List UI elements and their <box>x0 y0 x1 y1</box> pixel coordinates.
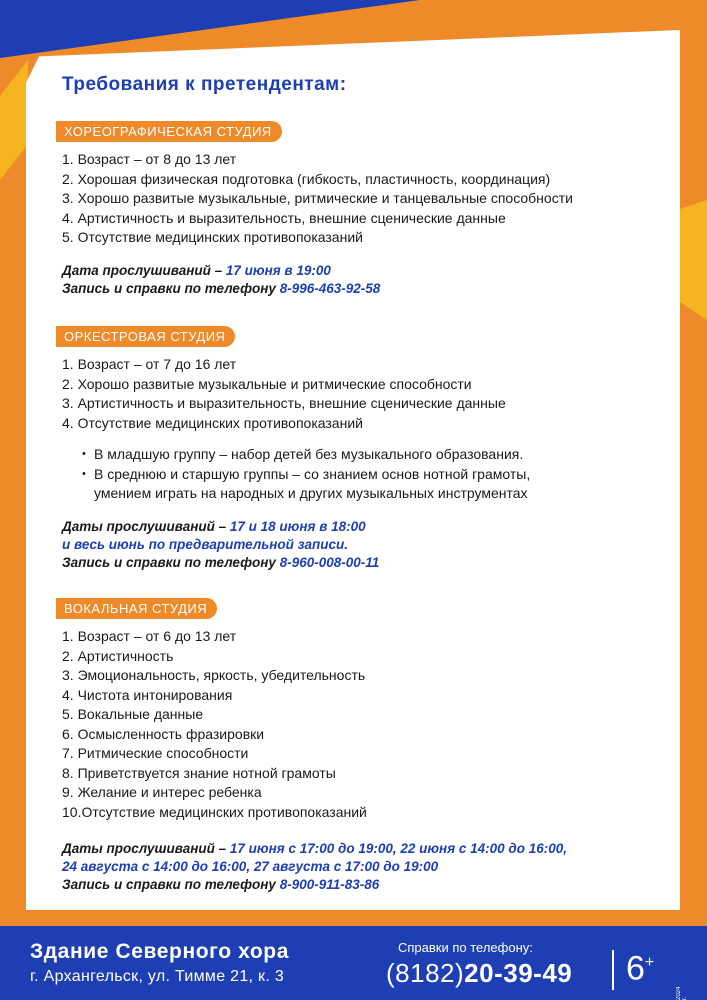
list-item: 7. Ритмические способности <box>62 745 249 761</box>
list-item: 2. Хорошо развитые музыкальные и ритмические способности <box>62 375 472 392</box>
page-title: Требования к претендентам: <box>62 74 347 95</box>
requirements-list <box>62 627 567 822</box>
list-item: 1. Возраст – от 8 до 13 лет <box>62 151 237 167</box>
list-item: 6. Осмысленность фразировки <box>62 725 265 742</box>
contact-label: Запись и справки по телефону <box>62 280 280 296</box>
age-rating <box>626 946 655 988</box>
list-item: • В младшую группу – набор детей без музыкального образования. <box>82 445 530 465</box>
age-number: 6 <box>626 949 645 988</box>
list-item: 5. Вокальные данные <box>62 706 204 722</box>
audition-info <box>62 262 573 298</box>
contact-phone[interactable]: 8-996-463-92-58 <box>279 280 381 296</box>
venue-name: Здание Северного хора <box>30 940 289 963</box>
contact-label: Запись и справки по телефону <box>62 554 280 570</box>
list-item: 2. Артистичность <box>62 647 174 664</box>
audition-date: 17 июня с 17:00 до 19:00, 22 июня с 14:00 до 16:00, <box>229 841 568 856</box>
age-plus: + <box>644 954 655 971</box>
list-item: 3. Эмоциональность, яркость, убедительность <box>62 667 366 683</box>
section-vocal <box>56 598 567 894</box>
bullet-continuation: умением играть на народных и других музыкальных инструментах <box>94 485 528 501</box>
list-item: 8. Приветствуется знание нотной грамоты <box>62 764 336 781</box>
rating-year: 2024 г. <box>676 986 688 1000</box>
contact-phone[interactable]: 8-900-911-83-86 <box>279 877 380 892</box>
phone-code: (8182) <box>386 958 465 988</box>
section-choreography <box>56 121 573 298</box>
audition-date: 17 июня в 19:00 <box>225 262 331 278</box>
phone-number: 20-39-49 <box>464 958 573 988</box>
footer-phone[interactable] <box>386 958 572 989</box>
section-tag: ВОКАЛЬНАЯ СТУДИЯ <box>56 598 217 619</box>
requirements-list <box>62 150 573 248</box>
audition-label: Даты прослушиваний – <box>62 518 230 534</box>
groups-list <box>82 445 530 504</box>
footer-divider <box>612 950 614 990</box>
section-tag: ОРКЕСТРОВАЯ СТУДИЯ <box>56 326 235 347</box>
list-item: 5. Отсутствие медицинских противопоказаний <box>62 229 363 245</box>
contact-phone[interactable]: 8-960-008-00-11 <box>279 554 380 570</box>
audition-date-extra: и весь июнь по предварительной записи. <box>62 536 349 552</box>
section-tag: ХОРЕОГРАФИЧЕСКАЯ СТУДИЯ <box>56 121 282 142</box>
bullet-text: В среднюю и старшую группы – со знанием основ нотной грамоты, <box>94 465 531 482</box>
list-item: 4. Чистота интонирования <box>62 686 233 703</box>
list-item: 3. Хорошо развитые музыкальные, ритмические и танцевальные способности <box>62 190 573 206</box>
audition-info <box>62 840 567 894</box>
list-item: 10.Отсутствие медицинских противопоказаний <box>62 803 367 820</box>
audition-label: Дата прослушиваний – <box>62 262 226 278</box>
help-label: Справки по телефону: <box>398 940 533 955</box>
section-orchestra <box>56 326 530 572</box>
audition-date-extra: 24 августа с 14:00 до 16:00, 27 августа с 17:00 до 19:00 <box>62 859 439 874</box>
audition-info <box>62 518 530 572</box>
list-item: 4. Артистичность и выразительность, внешние сценические данные <box>62 209 506 226</box>
list-item: 1. Возраст – от 7 до 16 лет <box>62 356 237 372</box>
requirements-list <box>62 355 530 433</box>
audition-date: 17 и 18 июня в 18:00 <box>229 518 366 534</box>
list-item: 2. Хорошая физическая подготовка (гибкость, пластичность, координация) <box>62 170 551 187</box>
list-item: 3. Артистичность и выразительность, внешние сценические данные <box>62 395 506 411</box>
contact-label: Запись и справки по телефону <box>62 877 280 892</box>
list-item: 4. Отсутствие медицинских противопоказаний <box>62 414 363 431</box>
list-item: 1. Возраст – от 6 до 13 лет <box>62 628 237 644</box>
list-item <box>82 465 530 504</box>
list-item: 9. Желание и интерес ребенка <box>62 784 262 800</box>
footer <box>0 926 707 1000</box>
venue-address: г. Архангельск, ул. Тимме 21, к. 3 <box>30 968 285 985</box>
audition-label: Даты прослушиваний – <box>62 841 230 856</box>
